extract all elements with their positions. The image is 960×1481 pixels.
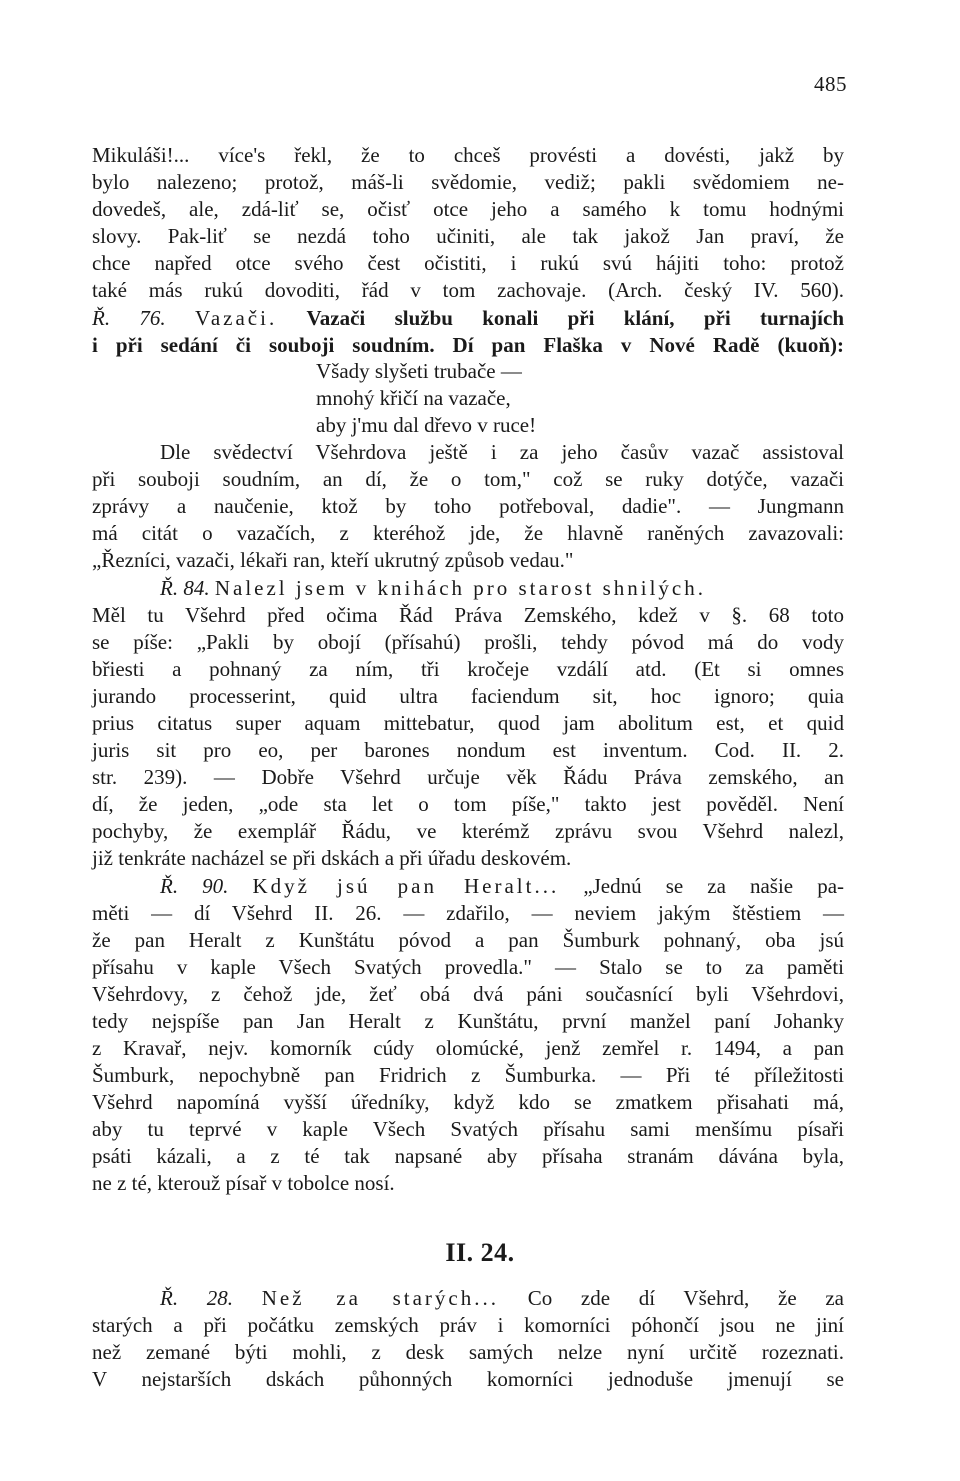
text-line: Všehrdovy, z čehož jde, žeť obá dvá páni současnící byli Všehrdovi,	[92, 982, 844, 1006]
text-line: V nejstarších dskách půhonných komorníci jednoduše jmenují se	[92, 1367, 844, 1391]
text-line: Měl tu Všehrd před očima Řád Práva Zemského, kdež v §. 68 toto	[92, 603, 844, 627]
text-line: tedy nejspíše pan Jan Heralt z Kunštátu, první manžel paní Johanky	[92, 1009, 844, 1033]
text-line: břiesti a pohnaný za ním, tři kročeje vzdálí atd. (Et si omnes	[92, 657, 844, 681]
text-line: také más rukú dovoditi, řád v tom zachovaje. (Arch. český IV. 560).	[92, 278, 844, 302]
entry-r76	[92, 305, 844, 332]
entry-text: Co zde dí Všehrd, že za	[527, 1286, 844, 1310]
entry-ref: Ř. 76.	[92, 306, 166, 330]
text-line: se píše: „Pakli by obojí (přísahú) prošli, tehdy póvod má do vody	[92, 630, 844, 654]
text-line: z Kravař, nejv. komorník cúdy olomúcké, jenž zemřel r. 1494, a pan	[92, 1036, 844, 1060]
entry-r90	[160, 873, 844, 900]
entry-text: Vazači službu konali při klání, při turnajích	[306, 306, 845, 330]
text-line: „Řezníci, vazači, lékaři ran, kteří ukrutný způsob vedau."	[92, 548, 574, 572]
text-line: str. 239). — Dobře Všehrd určuje věk Řádu Práva zemského, an	[92, 765, 844, 789]
verse-line: Všady slyšeti trubače —	[316, 359, 522, 383]
text-line: ne z té, kterouž písař v tobolce nosí.	[92, 1171, 395, 1195]
entry-term: Než za starých...	[261, 1286, 499, 1310]
text-line: má citát o vazačích, z kteréhož jde, že hlavně raněných zavazovali:	[92, 521, 844, 545]
text-line: již tenkráte nacházel se při dskách a při úřadu deskovém.	[92, 846, 572, 870]
entry-term: Nalezl jsem v knihách pro starost shnilých.	[214, 576, 706, 600]
text-line: pochyby, že exemplář Řádu, ve kterémž zprávu svou Všehrd nalezl,	[92, 819, 844, 843]
text-line: starých a při počátku zemských práv i komorníci póhončí jsou ne jiní	[92, 1313, 844, 1337]
page-number: 485	[814, 72, 847, 96]
verse-line: aby j'mu dal dřevo v ruce!	[316, 413, 537, 437]
entry-ref: Ř. 84.	[160, 576, 210, 600]
verse-line: mnohý křičí na vazače,	[316, 386, 511, 410]
text-line: slovy. Pak-liť se nezdá toho učiniti, ale tak jakož Jan praví, že	[92, 224, 844, 248]
text-line: při souboji soudním, an dí, že o tom," což se ruky dotýče, vazači	[92, 467, 844, 491]
text-line: že pan Heralt z Kunštátu póvod a pan Šumburk pohnaný, oba jsú	[92, 928, 844, 952]
entry-term: Vazači.	[194, 306, 278, 330]
text-line: Šumburk, nepochybně pan Fridrich z Šumburka. — Při té příležitosti	[92, 1063, 844, 1087]
text-line: než zemané býti mohli, z desk samých nelze nyní určitě rozeznati.	[92, 1340, 844, 1364]
entry-r84	[160, 575, 844, 602]
text-line: Mikuláši!... více's řekl, že to chceš provésti a dovésti, jakž by	[92, 143, 844, 167]
text-line: aby tu teprvé v kaple Všech Svatých přísahu sami menšímu písaři	[92, 1117, 844, 1141]
entry-ref: Ř. 90.	[160, 874, 229, 898]
text-line: jurando processerint, quid ultra faciendum sit, hoc ignoro; quia	[92, 684, 844, 708]
text-line: juris sit pro eo, per barones nondum est inventum. Cod. II. 2.	[92, 738, 844, 762]
text-line: Všehrd napomíná vyšší úředníky, když kdo se zmatkem přisahati má,	[92, 1090, 844, 1114]
text-line: psáti kázali, a z té tak napsané aby přísaha stranám dávána byla,	[92, 1144, 844, 1168]
text-line: prius citatus super aquam mittebatur, quod jam abolitum est, et quid	[92, 711, 844, 735]
text-line: měti — dí Všehrd II. 26. — zdařilo, — neviem jakým štěstiem —	[92, 901, 844, 925]
entry-ref: Ř. 28.	[160, 1286, 234, 1310]
text-line: chce napřed otce svého čest očistiti, i rukú svú hájiti toho: protož	[92, 251, 844, 275]
text-line: i při sedání či souboji soudním. Dí pan Flaška v Nové Radě (kuoň):	[92, 333, 844, 357]
entry-term: Když jsú pan Heralt...	[252, 874, 560, 898]
text-line: bylo nalezeno; protož, máš-li svědomie, vediž; pakli svědomiem ne-	[92, 170, 844, 194]
text-line: Dle svědectví Všehrdova ještě i za jeho časův vazač assistoval	[160, 440, 844, 464]
section-heading: II. 24.	[445, 1238, 515, 1267]
text-line: dí, že jeden, „ode sta let o tom píše," takto jest pověděl. Není	[92, 792, 844, 816]
entry-r28	[160, 1285, 844, 1312]
entry-text: „Jednú se za našie pa-	[583, 874, 845, 898]
text-line: dovedeš, ale, zdá-liť se, očisť otce jeho a samého k tomu hodnými	[92, 197, 844, 221]
text-line: přísahu v kaple Všech Svatých provedla." — Stalo se to za paměti	[92, 955, 844, 979]
text-line: zprávy a naučenie, ktož by toho potřeboval, dadie". — Jungmann	[92, 494, 844, 518]
